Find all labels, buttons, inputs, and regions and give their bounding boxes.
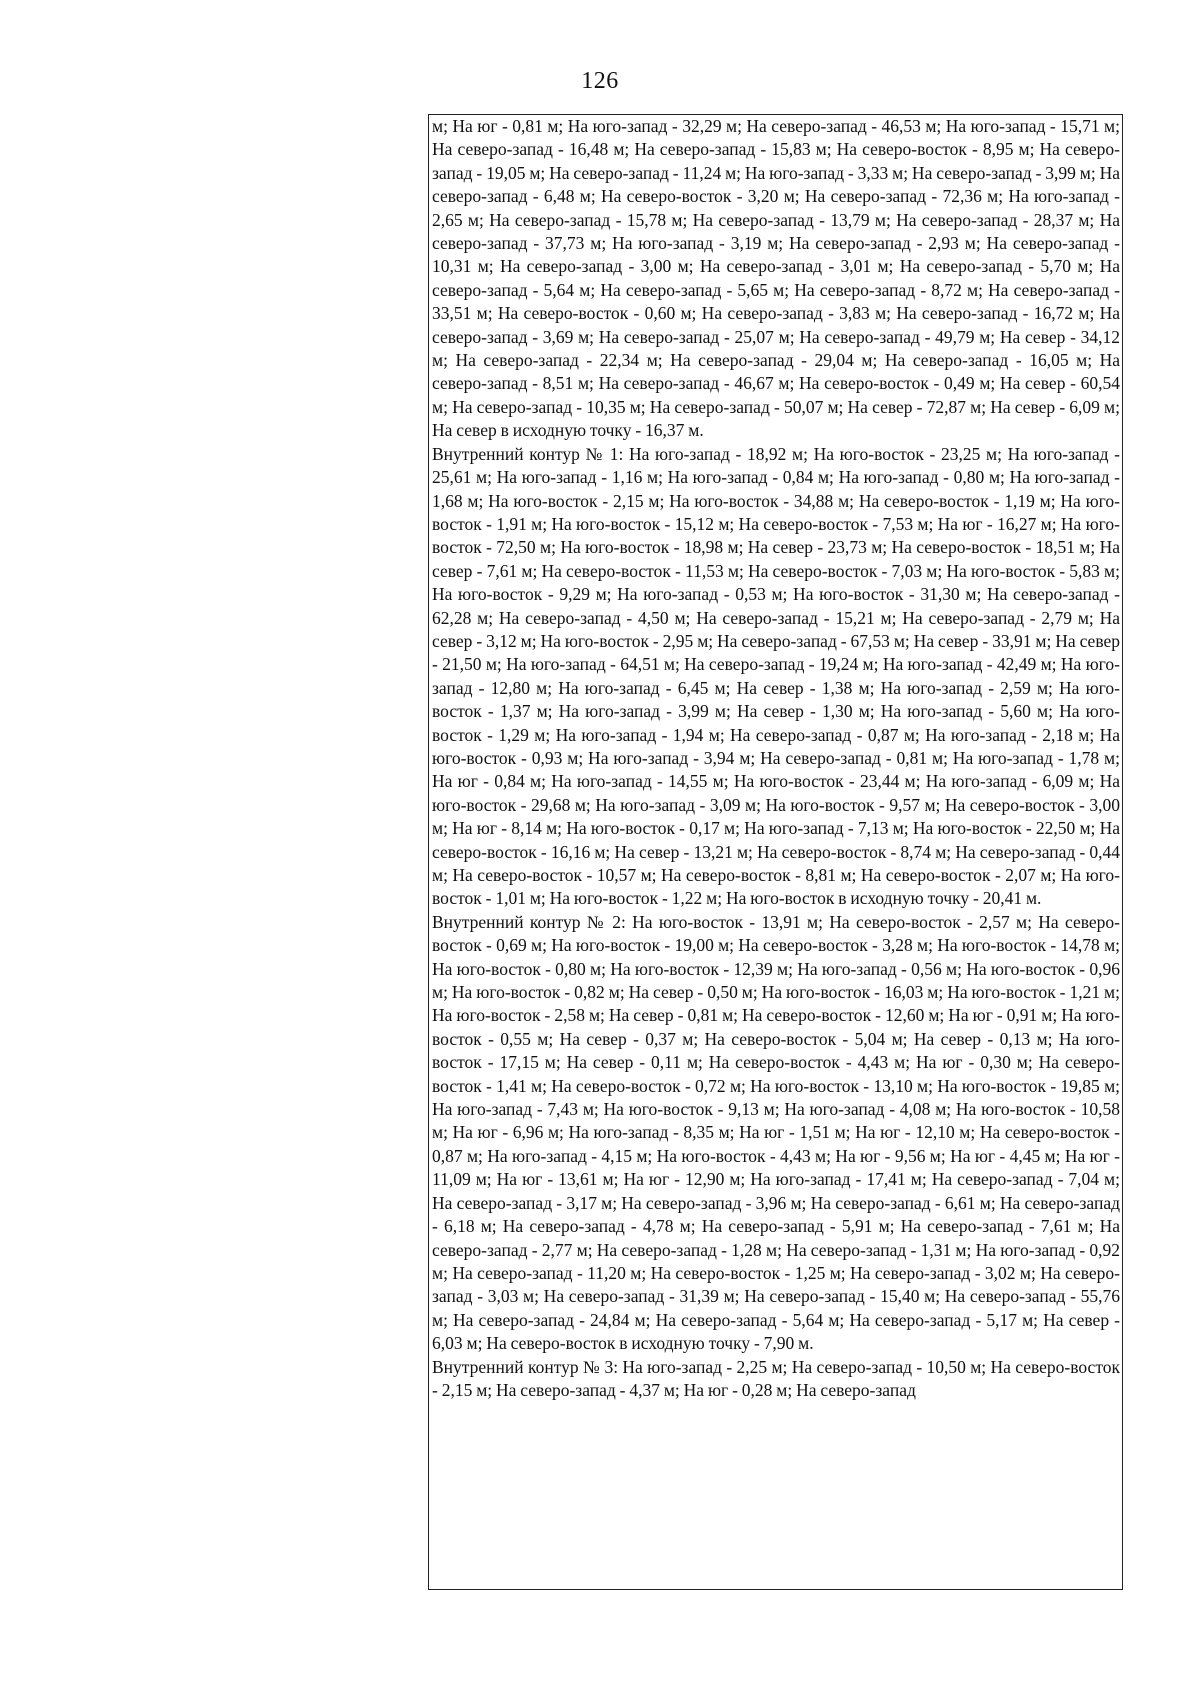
page-number: 126 — [581, 68, 619, 94]
inner-contour-3 — [432, 1356, 1120, 1403]
inner-contour-1-text: На юго-запад - 18,92 м; На юго-восток - 23,25 м; На юго-запад - 25,61 м; На юго-запад - 1,16 м; На юго-запад - 0,84 м; На юго-запад - 0,80 м; На юго-запад - 1,68 м; На юго-восток - 2,15 м; На юго-восток - 34,88 м; На северо-восток - 1,19 м; На юго-восток - 1,91 м; На юго-восток - 15,12 м; На северо-восток - 7,53 м; На юг - 16,27 м; На юго-восток - 72,50 м; На юго-восток - 18,98 м; На север - 23,73 м; На северо-восток - 18,51 м; На север - 7,61 м; На северо-восток - 11,53 м; На северо-восток - 7,03 м; На юго-восток - 5,83 м; На юго-восток - 9,29 м; На юго-запад - 0,53 м; На юго-восток - 31,30 м; На северо-запад - 62,28 м; На северо-запад - 4,50 м; На северо-запад - 15,21 м; На северо-запад - 2,79 м; На север - 3,12 м; На юго-восток - 2,95 м; На северо-запад - 67,53 м; На север - 33,91 м; На север - 21,50 м; На юго-запад - 64,51 м; На северо-запад - 19,24 м; На юго-запад - 42,49 м; На юго-запад - 12,80 м; На юго-запад - 6,45 м; На север - 1,38 м; На юго-запад - 2,59 м; На юго-восток - 1,37 м; На юго-запад - 3,99 м; На север - 1,30 м; На юго-запад - 5,60 м; На юго-восток - 1,29 м; На юго-запад - 1,94 м; На северо-запад - 0,87 м; На юго-запад - 2,18 м; На юго-восток - 0,93 м; На юго-запад - 3,94 м; На северо-запад - 0,81 м; На юго-запад - 1,78 м; На юг - 0,84 м; На юго-запад - 14,55 м; На юго-восток - 23,44 м; На юго-запад - 6,09 м; На юго-восток - 29,68 м; На юго-запад - 3,09 м; На юго-восток - 9,57 м; На северо-восток - 3,00 м; На юг - 8,14 м; На юго-восток - 0,17 м; На юго-запад - 7,13 м; На юго-восток - 22,50 м; На северо-восток - 16,16 м; На север - 13,21 м; На северо-восток - 8,74 м; На северо-запад - 0,44 м; На северо-восток - 10,57 м; На северо-восток - 8,81 м; На северо-восток - 2,07 м; На юго-восток - 1,01 м; На юго-восток - 1,22 м; На юго-восток в исходную точку - 20,41 м. — [432, 443, 1120, 909]
inner-contour-1 — [432, 443, 1120, 911]
inner-contour-1-label: Внутренний контур № 1: — [432, 443, 624, 464]
inner-contour-2 — [432, 911, 1120, 1356]
boundary-description-continuation — [432, 115, 1120, 443]
inner-contour-3-text: На юго-запад - 2,25 м; На северо-запад - 10,50 м; На северо-восток - 2,15 м; На северо-запад - 4,37 м; На юг - 0,28 м; На северо-запад — [432, 1356, 1120, 1400]
inner-contour-3-label: Внутренний контур № 3: — [432, 1356, 619, 1377]
inner-contour-2-text: На юго-восток - 13,91 м; На северо-восток - 2,57 м; На северо-восток - 0,69 м; На юго-восток - 19,00 м; На северо-восток - 3,28 м; На юго-восток - 14,78 м; На юго-восток - 0,80 м; На юго-восток - 12,39 м; На юго-запад - 0,56 м; На юго-восток - 0,96 м; На юго-восток - 0,82 м; На север - 0,50 м; На юго-восток - 16,03 м; На юго-восток - 1,21 м; На юго-восток - 2,58 м; На север - 0,81 м; На северо-восток - 12,60 м; На юг - 0,91 м; На юго-восток - 0,55 м; На север - 0,37 м; На северо-восток - 5,04 м; На север - 0,13 м; На юго-восток - 17,15 м; На север - 0,11 м; На северо-восток - 4,43 м; На юг - 0,30 м; На северо-восток - 1,41 м; На северо-восток - 0,72 м; На юго-восток - 13,10 м; На юго-восток - 19,85 м; На юго-запад - 7,43 м; На юго-восток - 9,13 м; На юго-запад - 4,08 м; На юго-восток - 10,58 м; На юг - 6,96 м; На юго-запад - 8,35 м; На юг - 1,51 м; На юг - 12,10 м; На северо-восток - 0,87 м; На юго-запад - 4,15 м; На юго-восток - 4,43 м; На юг - 9,56 м; На юг - 4,45 м; На юг - 11,09 м; На юг - 13,61 м; На юг - 12,90 м; На юго-запад - 17,41 м; На северо-запад - 7,04 м; На северо-запад - 3,17 м; На северо-запад - 3,96 м; На северо-запад - 6,61 м; На северо-запад - 6,18 м; На северо-запад - 4,78 м; На северо-запад - 5,91 м; На северо-запад - 7,61 м; На северо-запад - 2,77 м; На северо-запад - 1,28 м; На северо-запад - 1,31 м; На юго-запад - 0,92 м; На северо-запад - 11,20 м; На северо-восток - 1,25 м; На северо-запад - 3,02 м; На северо-запад - 3,03 м; На северо-запад - 31,39 м; На северо-запад - 15,40 м; На северо-запад - 55,76 м; На северо-запад - 24,84 м; На северо-запад - 5,64 м; На северо-запад - 5,17 м; На север - 6,03 м; На северо-восток в исходную точку - 7,90 м. — [432, 911, 1120, 1354]
inner-contour-2-label: Внутренний контур № 2: — [432, 911, 626, 932]
document-text-frame — [428, 114, 1123, 1590]
paragraph-text: м; На юг - 0,81 м; На юго-запад - 32,29 м; На северо-запад - 46,53 м; На юго-запад - 15,71 м; На северо-запад - 16,48 м; На северо-запад - 15,83 м; На северо-восток - 8,95 м; На северо-запад - 19,05 м; На северо-запад - 11,24 м; На юго-запад - 3,33 м; На северо-запад - 3,99 м; На северо-запад - 6,48 м; На северо-восток - 3,20 м; На северо-запад - 72,36 м; На юго-запад - 2,65 м; На северо-запад - 15,78 м; На северо-запад - 13,79 м; На северо-запад - 28,37 м; На северо-запад - 37,73 м; На юго-запад - 3,19 м; На северо-запад - 2,93 м; На северо-запад - 10,31 м; На северо-запад - 3,00 м; На северо-запад - 3,01 м; На северо-запад - 5,70 м; На северо-запад - 5,64 м; На северо-запад - 5,65 м; На северо-запад - 8,72 м; На северо-запад - 33,51 м; На северо-восток - 0,60 м; На северо-запад - 3,83 м; На северо-запад - 16,72 м; На северо-запад - 3,69 м; На северо-запад - 25,07 м; На северо-запад - 49,79 м; На север - 34,12 м; На северо-запад - 22,34 м; На северо-запад - 29,04 м; На северо-запад - 16,05 м; На северо-запад - 8,51 м; На северо-запад - 46,67 м; На северо-восток - 0,49 м; На север - 60,54 м; На северо-запад - 10,35 м; На северо-запад - 50,07 м; На север - 72,87 м; На север - 6,09 м; На север в исходную точку - 16,37 м. — [432, 116, 1120, 441]
